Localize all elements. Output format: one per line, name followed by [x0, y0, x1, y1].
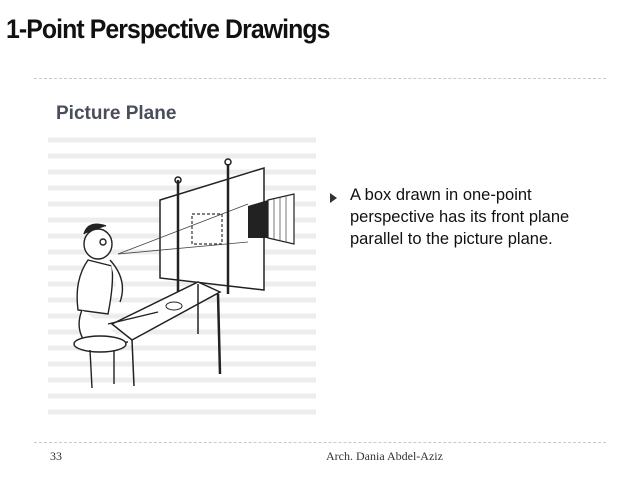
- slide-title: 1-Point Perspective Drawings: [6, 14, 330, 44]
- slide-subtitle: Picture Plane: [56, 103, 177, 124]
- picture-plane-illustration: [48, 134, 316, 420]
- title-divider: [34, 78, 606, 79]
- bullet-arrow-icon: [330, 190, 337, 208]
- footer-divider: [34, 442, 606, 443]
- page-number: 33: [50, 449, 62, 463]
- bullet-list: [330, 184, 600, 250]
- bullet-text: A box drawn in one-point perspective has its front plane parallel to the picture plane.: [350, 186, 570, 248]
- footer-author: Arch. Dania Abdel-Aziz: [326, 449, 443, 463]
